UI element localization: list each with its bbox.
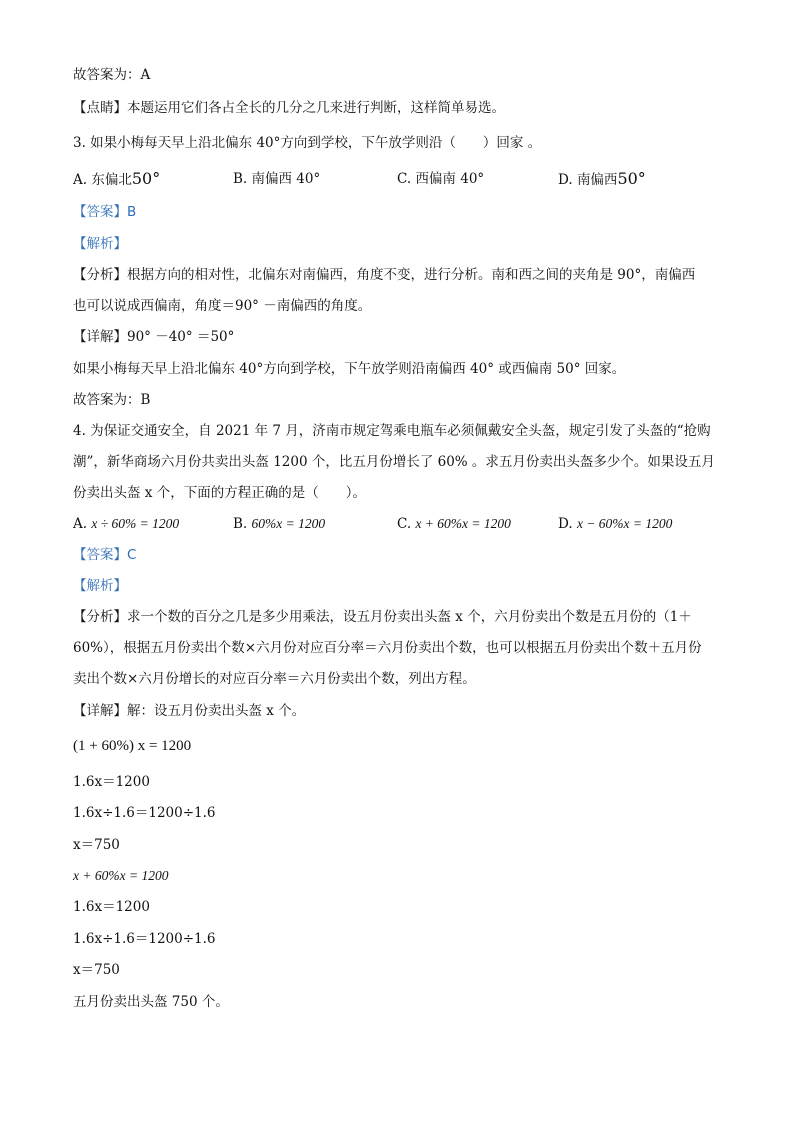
equation-line: x＝750 bbox=[73, 962, 120, 978]
detail-line: 【详解】90° －40° ＝50° bbox=[73, 329, 235, 345]
question-3: 3. 如果小梅每天早上沿北偏东 40°方向到学校，下午放学则沿（ ）回家 。 bbox=[73, 135, 542, 151]
answer-line: 故答案为：A bbox=[73, 67, 151, 83]
conclusion-line: 五月份卖出头盔 750 个。 bbox=[73, 994, 229, 1010]
option-letter: D. bbox=[558, 172, 573, 188]
option-text: 南偏西 40° bbox=[251, 171, 321, 187]
equation-line: 1.6x÷1.6＝1200÷1.6 bbox=[73, 931, 216, 947]
question-4-line: 潮”，新华商场六月份共卖出头盔 1200 个，比五月份增长了 60% 。求五月份卖出头盔多少个。如果设五月 bbox=[73, 454, 715, 470]
q4-option-c bbox=[397, 515, 511, 533]
option-formula: x ÷ 60% = 1200 bbox=[91, 516, 180, 531]
option-text: 东偏北 bbox=[91, 172, 132, 188]
analysis-line: 【分析】根据方向的相对性，北偏东对南偏西，角度不变，进行分析。南和西之间的夹角是 90°，南偏西 bbox=[73, 267, 696, 283]
answer-label: 【答案】B bbox=[73, 204, 137, 220]
q3-option-c bbox=[397, 170, 484, 188]
option-letter: C. bbox=[397, 171, 412, 187]
detail-line: 【详解】解：设五月份卖出头盔 x 个。 bbox=[73, 703, 306, 719]
option-letter: B. bbox=[233, 516, 248, 532]
equation-line: 1.6x÷1.6＝1200÷1.6 bbox=[73, 805, 216, 821]
option-text: 西偏南 40° bbox=[415, 171, 485, 187]
q3-option-d bbox=[558, 170, 646, 189]
answer-line: 故答案为：B bbox=[73, 392, 151, 408]
question-4: 4. 为保证交通安全，自 2021 年 7 月，济南市规定驾乘电瓶车必须佩戴安全头盔，规定引发了头盔的“抢购 bbox=[73, 423, 711, 439]
option-letter: A. bbox=[73, 172, 88, 188]
option-formula: 60%x = 1200 bbox=[251, 516, 326, 531]
analysis-line: 卖出个数×六月份增长的对应百分率＝六月份卖出个数，列出方程。 bbox=[73, 671, 476, 687]
equation-line: 1.6x＝1200 bbox=[73, 899, 150, 915]
q3-option-a bbox=[73, 170, 160, 189]
option-formula: x − 60%x = 1200 bbox=[576, 516, 673, 531]
equation-line: x + 60%x = 1200 bbox=[73, 868, 169, 883]
option-formula: x + 60%x = 1200 bbox=[415, 516, 511, 531]
analysis-label: 【解析】 bbox=[73, 236, 127, 252]
equation-line: (1 + 60%) x = 1200 bbox=[73, 738, 192, 754]
analysis-line: 也可以说成西偏南，角度＝90° －南偏西的角度。 bbox=[73, 298, 372, 314]
option-letter: A. bbox=[73, 516, 88, 532]
detail-line: 如果小梅每天早上沿北偏东 40°方向到学校，下午放学则沿南偏西 40° 或西偏南 50° 回家。 bbox=[73, 361, 626, 377]
question-4-line: 份卖出头盔 x 个，下面的方程正确的是（ ）。 bbox=[73, 485, 366, 501]
analysis-line: 【分析】求一个数的百分之几是多少用乘法，设五月份卖出头盔 x 个，六月份卖出个数是五月份的（1＋ bbox=[73, 609, 692, 625]
option-text: 南偏西 bbox=[576, 172, 618, 188]
equation-line: 1.6x＝1200 bbox=[73, 774, 150, 790]
q4-option-b bbox=[233, 515, 325, 533]
q4-option-a bbox=[73, 515, 179, 533]
option-angle: 50° bbox=[617, 169, 646, 188]
analysis-label: 【解析】 bbox=[73, 578, 127, 594]
answer-label: 【答案】C bbox=[73, 547, 137, 563]
analysis-line: 60%），根据五月份卖出个数×六月份对应百分率＝六月份卖出个数，也可以根据五月份卖出个数＋五月份 bbox=[73, 640, 702, 656]
option-angle: 50° bbox=[131, 169, 161, 188]
q4-option-d bbox=[558, 515, 672, 533]
option-letter: B. bbox=[233, 171, 248, 187]
option-letter: C. bbox=[397, 516, 412, 532]
option-letter: D. bbox=[558, 516, 573, 532]
equation-line: x＝750 bbox=[73, 837, 120, 853]
comment-line: 【点睛】本题运用它们各占全长的几分之几来进行判断，这样简单易选。 bbox=[73, 100, 505, 116]
q3-option-b bbox=[233, 170, 320, 188]
